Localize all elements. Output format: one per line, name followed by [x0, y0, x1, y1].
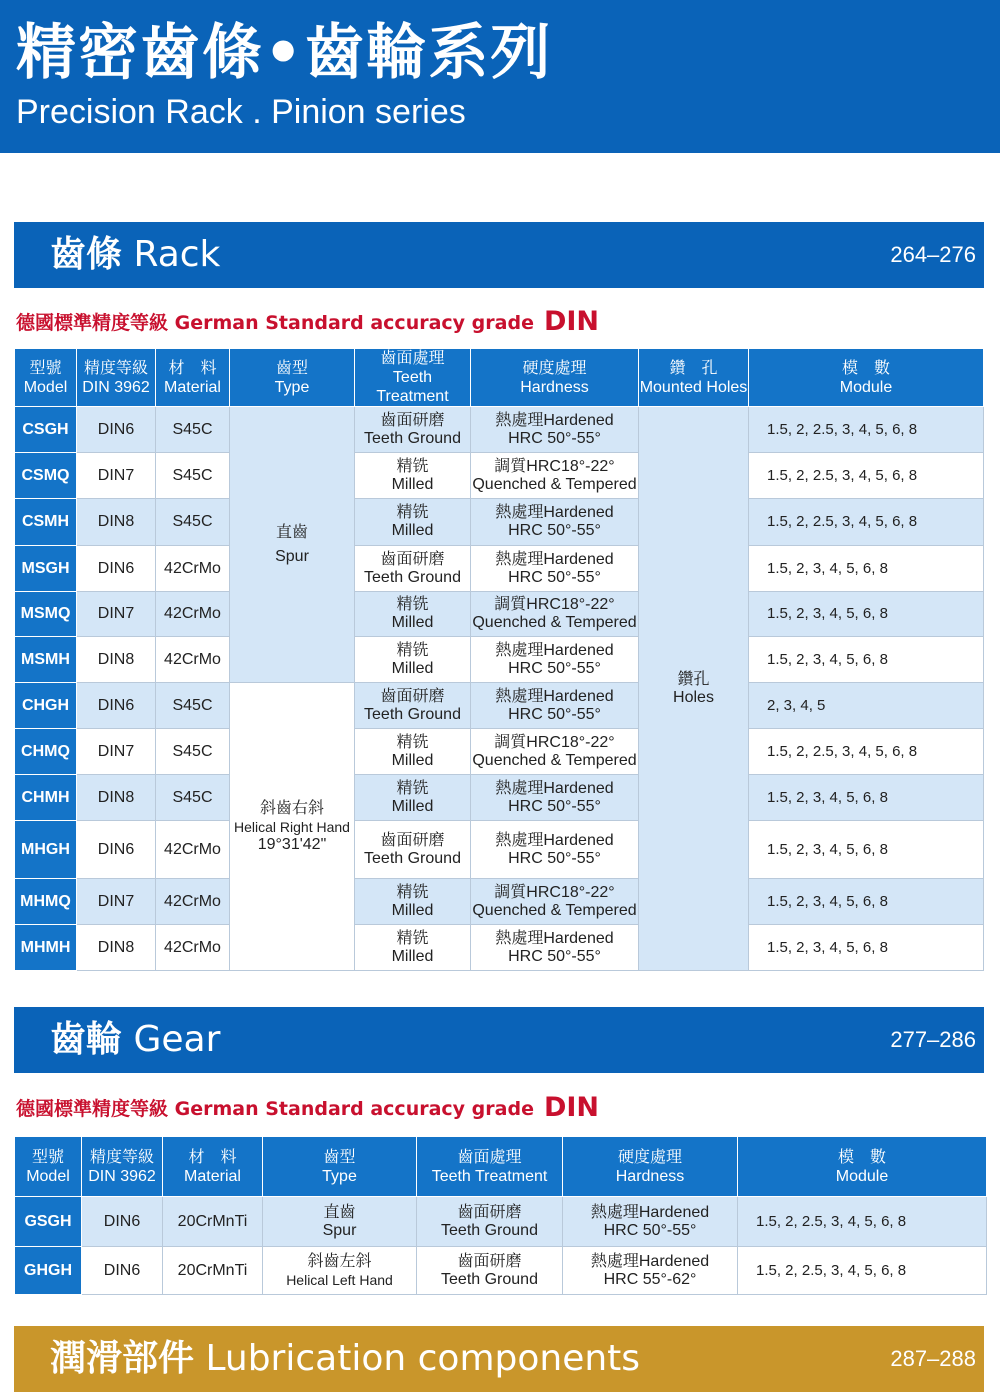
din-cell: DIN6: [77, 821, 156, 879]
hardness-cell: 熱處理Hardened HRC 50°-55°: [471, 821, 639, 879]
rack-header-cell: 鑽 孔 Mounted Holes: [639, 349, 749, 407]
table-row: [15, 592, 984, 637]
treatment-cell: 精铣 Milled: [355, 453, 471, 499]
material-cell: S45C: [156, 499, 230, 546]
rack-header-cell: 模 數 Module: [749, 349, 984, 407]
treatment-cell: 精铣 Milled: [355, 879, 471, 925]
module-cell: 1.5, 2, 3, 4, 5, 6, 8: [749, 546, 984, 592]
page-header: [0, 0, 1000, 153]
model-cell: MHMQ: [15, 879, 77, 925]
model-cell: MSMQ: [15, 592, 77, 637]
module-cell: 1.5, 2, 3, 4, 5, 6, 8: [749, 925, 984, 971]
material-cell: 20CrMnTi: [163, 1247, 263, 1295]
hardness-cell: 熱處理Hardened HRC 50°-55°: [471, 925, 639, 971]
rack-din-label: [16, 306, 599, 337]
table-row: [15, 407, 984, 453]
model-cell: GSGH: [15, 1197, 82, 1247]
module-cell: 1.5, 2, 3, 4, 5, 6, 8: [749, 637, 984, 683]
module-cell: 1.5, 2, 3, 4, 5, 6, 8: [749, 775, 984, 821]
din-cell: DIN6: [77, 407, 156, 453]
material-cell: S45C: [156, 407, 230, 453]
din-cell: DIN8: [77, 637, 156, 683]
module-cell: 1.5, 2, 2.5, 3, 4, 5, 6, 8: [749, 407, 984, 453]
rack-header-row: [15, 349, 984, 407]
model-cell: CHMQ: [15, 729, 77, 775]
din-cell: DIN7: [77, 592, 156, 637]
lubrication-section-bar: [14, 1326, 984, 1392]
din-cell: DIN6: [77, 546, 156, 592]
material-cell: 42CrMo: [156, 546, 230, 592]
material-cell: 42CrMo: [156, 592, 230, 637]
rack-table: [14, 348, 984, 971]
table-row: [15, 1197, 987, 1247]
din-cell: DIN6: [82, 1247, 163, 1295]
hardness-cell: 調質HRC18°-22° Quenched & Tempered: [471, 729, 639, 775]
treatment-cell: 齒面研磨 Teeth Ground: [355, 546, 471, 592]
din-label-din: DIN: [543, 306, 600, 337]
hardness-cell: 熱處理Hardened HRC 50°-55°: [471, 546, 639, 592]
page-title-en: Precision Rack . Pinion series: [16, 93, 466, 131]
module-cell: 2, 3, 4, 5: [749, 683, 984, 729]
hardness-cell: 熱處理Hardened HRC 50°-55°: [471, 637, 639, 683]
rack-header-cell: 精度等級 DIN 3962: [77, 349, 156, 407]
hardness-cell: 熱處理Hardened HRC 50°-55°: [471, 683, 639, 729]
gear-header-cell: 材 料 Material: [163, 1137, 263, 1197]
table-row: [15, 637, 984, 683]
treatment-cell: 齒面研磨 Teeth Ground: [417, 1197, 563, 1247]
gear-header-cell: 齒面處理 Teeth Treatment: [417, 1137, 563, 1197]
model-cell: CSMH: [15, 499, 77, 546]
type-cell-spur: 直齒 Spur: [230, 407, 355, 683]
din-cell: DIN8: [77, 499, 156, 546]
gear-header-cell: 齒型 Type: [263, 1137, 417, 1197]
page-title-zh: 精密齒條•齒輪系列: [16, 18, 553, 88]
treatment-cell: 齒面研磨 Teeth Ground: [417, 1247, 563, 1295]
treatment-cell: 齒面研磨 Teeth Ground: [355, 821, 471, 879]
gear-pages: 277–286: [890, 1027, 976, 1052]
gear-header-row: [15, 1137, 987, 1197]
material-cell: 42CrMo: [156, 637, 230, 683]
lube-title-en: Lubrication components: [205, 1338, 641, 1379]
table-row: [15, 821, 984, 879]
din-cell: DIN8: [77, 925, 156, 971]
gear-din-label: [16, 1092, 599, 1123]
module-cell: 1.5, 2, 2.5, 3, 4, 5, 6, 8: [749, 453, 984, 499]
rack-pages: 264–276: [890, 242, 976, 267]
model-cell: MSGH: [15, 546, 77, 592]
model-cell: MHMH: [15, 925, 77, 971]
hardness-cell: 熱處理Hardened HRC 55°-62°: [563, 1247, 738, 1295]
treatment-cell: 精铣 Milled: [355, 592, 471, 637]
table-row: [15, 683, 984, 729]
gear-header-cell: 硬度處理 Hardness: [563, 1137, 738, 1197]
module-cell: 1.5, 2, 3, 4, 5, 6, 8: [749, 592, 984, 637]
din-label-text: 德國標準精度等級 German Standard accuracy grade: [16, 1098, 534, 1120]
hardness-cell: 熱處理Hardened HRC 50°-55°: [471, 499, 639, 546]
treatment-cell: 齒面研磨 Teeth Ground: [355, 407, 471, 453]
material-cell: 42CrMo: [156, 925, 230, 971]
material-cell: S45C: [156, 729, 230, 775]
table-row: [15, 879, 984, 925]
hardness-cell: 熱處理Hardened HRC 50°-55°: [471, 775, 639, 821]
material-cell: S45C: [156, 453, 230, 499]
model-cell: CHGH: [15, 683, 77, 729]
table-row: [15, 453, 984, 499]
model-cell: CSMQ: [15, 453, 77, 499]
lube-title-zh: 潤滑部件: [50, 1338, 195, 1379]
gear-title-zh: 齒輪: [50, 1019, 123, 1060]
module-cell: 1.5, 2, 3, 4, 5, 6, 8: [749, 821, 984, 879]
din-cell: DIN7: [77, 729, 156, 775]
din-cell: DIN8: [77, 775, 156, 821]
module-cell: 1.5, 2, 3, 4, 5, 6, 8: [749, 879, 984, 925]
rack-title-en: Rack: [133, 234, 221, 275]
table-row: [15, 546, 984, 592]
material-cell: 42CrMo: [156, 879, 230, 925]
module-cell: 1.5, 2, 2.5, 3, 4, 5, 6, 8: [738, 1247, 987, 1295]
type-cell: 直齒 Spur: [263, 1197, 417, 1247]
hardness-cell: 調質HRC18°-22° Quenched & Tempered: [471, 592, 639, 637]
din-cell: DIN6: [77, 683, 156, 729]
module-cell: 1.5, 2, 2.5, 3, 4, 5, 6, 8: [749, 499, 984, 546]
module-cell: 1.5, 2, 2.5, 3, 4, 5, 6, 8: [738, 1197, 987, 1247]
gear-section-bar: [14, 1007, 984, 1073]
lube-pages: 287–288: [890, 1346, 976, 1371]
gear-header-cell: 模 數 Module: [738, 1137, 987, 1197]
gear-header-cell: 型號 Model: [15, 1137, 82, 1197]
din-label-text: 德國標準精度等級 German Standard accuracy grade: [16, 312, 534, 334]
module-cell: 1.5, 2, 2.5, 3, 4, 5, 6, 8: [749, 729, 984, 775]
model-cell: CSGH: [15, 407, 77, 453]
treatment-cell: 精铣 Milled: [355, 775, 471, 821]
table-row: [15, 729, 984, 775]
table-row: [15, 499, 984, 546]
material-cell: S45C: [156, 775, 230, 821]
treatment-cell: 精铣 Milled: [355, 499, 471, 546]
rack-section-bar: [14, 222, 984, 288]
rack-header-cell: 材 料 Material: [156, 349, 230, 407]
type-cell: 斜齒左斜 Helical Left Hand: [263, 1247, 417, 1295]
hardness-cell: 調質HRC18°-22° Quenched & Tempered: [471, 453, 639, 499]
hardness-cell: 調質HRC18°-22° Quenched & Tempered: [471, 879, 639, 925]
treatment-cell: 齒面研磨 Teeth Ground: [355, 683, 471, 729]
material-cell: 42CrMo: [156, 821, 230, 879]
model-cell: GHGH: [15, 1247, 82, 1295]
table-row: [15, 1247, 987, 1295]
din-cell: DIN7: [77, 879, 156, 925]
table-row: [15, 925, 984, 971]
model-cell: CHMH: [15, 775, 77, 821]
treatment-cell: 精铣 Milled: [355, 637, 471, 683]
din-cell: DIN6: [82, 1197, 163, 1247]
hardness-cell: 熱處理Hardened HRC 50°-55°: [563, 1197, 738, 1247]
material-cell: 20CrMnTi: [163, 1197, 263, 1247]
type-cell-helical: 斜齒右斜 Helical Right Hand 19°31'42": [230, 683, 355, 971]
rack-title-zh: 齒條: [50, 234, 123, 275]
model-cell: MHGH: [15, 821, 77, 879]
gear-title-en: Gear: [133, 1019, 221, 1060]
treatment-cell: 精铣 Milled: [355, 925, 471, 971]
rack-header-cell: 齒面處理 Teeth Treatment: [355, 349, 471, 407]
treatment-cell: 精铣 Milled: [355, 729, 471, 775]
gear-header-cell: 精度等級 DIN 3962: [82, 1137, 163, 1197]
din-cell: DIN7: [77, 453, 156, 499]
hardness-cell: 熱處理Hardened HRC 50°-55°: [471, 407, 639, 453]
rack-header-cell: 齒型 Type: [230, 349, 355, 407]
din-label-din: DIN: [543, 1092, 600, 1123]
model-cell: MSMH: [15, 637, 77, 683]
rack-header-cell: 硬度處理 Hardness: [471, 349, 639, 407]
rack-header-cell: 型號 Model: [15, 349, 77, 407]
table-row: [15, 775, 984, 821]
holes-cell: 鑽孔 Holes: [639, 407, 749, 971]
material-cell: S45C: [156, 683, 230, 729]
gear-table: [14, 1136, 987, 1295]
